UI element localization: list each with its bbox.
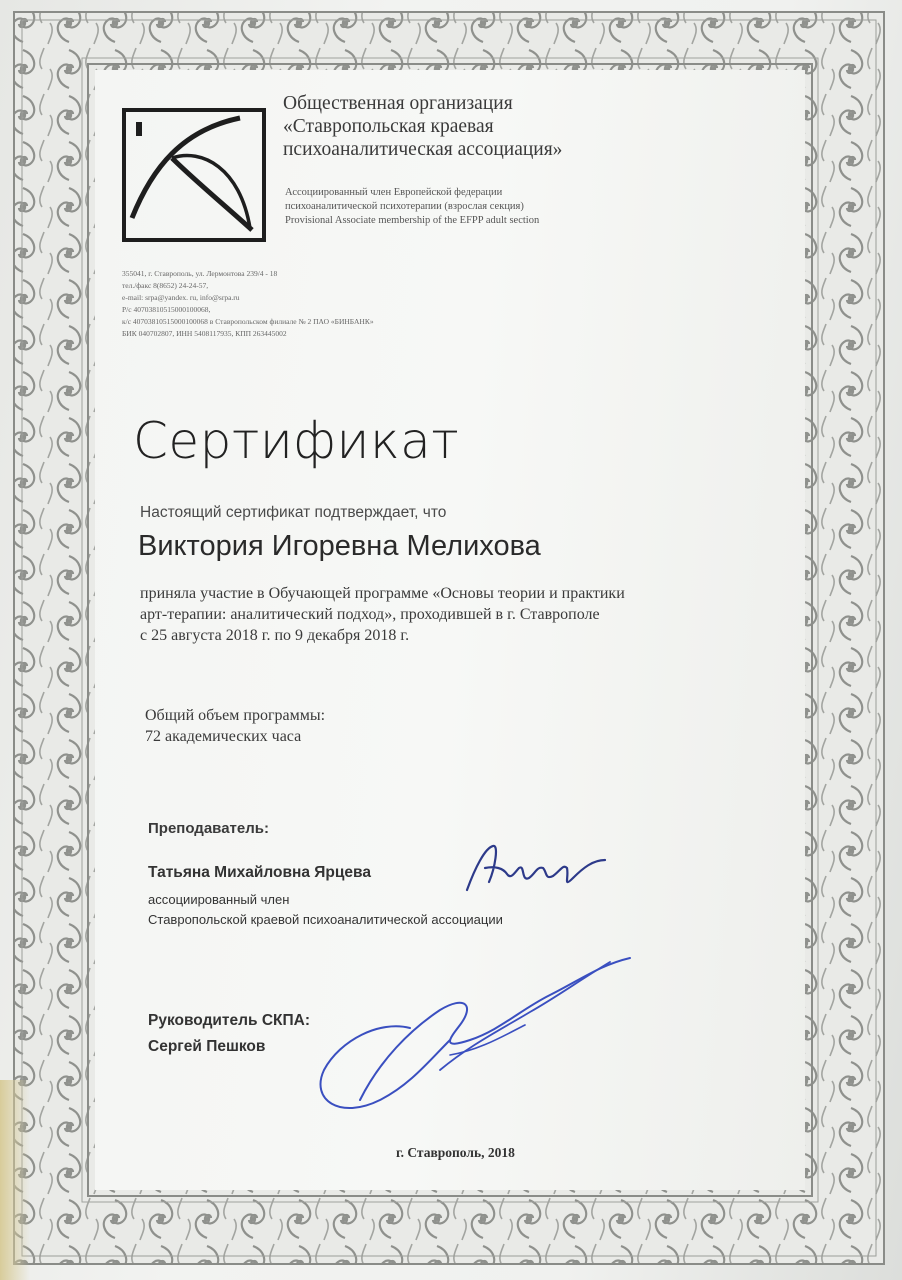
teacher-role-line: Ставропольской краевой психоаналитической ассоциации (148, 912, 503, 927)
contact-line: e-mail: srpa@yandex. ru, info@srpa.ru (122, 293, 240, 302)
org-name-line: Общественная организация (283, 93, 513, 114)
confirmation-text: Настоящий сертификат подтверждает, что (140, 504, 447, 521)
program-line: арт-терапии: аналитический подход», проходившей в г. Ставрополе (140, 606, 600, 623)
contact-line: 355041, г. Ставрополь, ул. Лермонтова 239/4 - 18 (122, 269, 278, 278)
contact-line: БИК 040702807, ИНН 5408117935, КПП 263445002 (122, 329, 287, 338)
membership-line: Provisional Associate membership of the EFPP adult section (285, 215, 540, 226)
association-logo (122, 108, 266, 242)
head-label: Руководитель СКПА: (148, 1012, 310, 1029)
teacher-label: Преподаватель: (148, 820, 269, 837)
head-name: Сергей Пешков (148, 1038, 266, 1055)
head-signature (300, 950, 640, 1125)
contact-line: тел./факс 8(8652) 24-24-57, (122, 281, 209, 290)
membership-note (285, 186, 539, 228)
contact-line: Р/с 40703810515000100068, (122, 305, 211, 314)
program-volume (145, 705, 325, 747)
volume-value: 72 академических часа (145, 728, 302, 745)
org-name-line: «Ставропольская краевая (283, 116, 494, 137)
membership-line: Ассоциированный член Европейской федерации (285, 187, 503, 198)
recipient-name: Виктория Игоревна Мелихова (138, 530, 541, 562)
contact-details (122, 268, 374, 340)
certificate-title: Сертификат (133, 412, 460, 470)
program-description (140, 583, 720, 646)
volume-label: Общий объем программы: (145, 707, 326, 724)
teacher-signature (455, 838, 625, 908)
membership-line: психоаналитической психотерапии (взрослая секция) (285, 201, 524, 212)
org-name-line: психоаналитическая ассоциация» (283, 139, 563, 160)
program-line: с 25 августа 2018 г. по 9 декабря 2018 г. (140, 627, 410, 644)
program-line: приняла участие в Обучающей программе «Основы теории и практики (140, 585, 625, 602)
teacher-name: Татьяна Михайловна Ярцева (148, 864, 371, 881)
place-and-year: г. Ставрополь, 2018 (396, 1145, 515, 1160)
teacher-role (148, 890, 503, 930)
teacher-role-line: ассоциированный член (148, 892, 290, 907)
organization-name (283, 92, 562, 161)
background-wall (0, 1080, 30, 1280)
contact-line: к/с 40703810515000100068 в Ставропольском филиале № 2 ПАО «БИНБАНК» (122, 317, 374, 326)
